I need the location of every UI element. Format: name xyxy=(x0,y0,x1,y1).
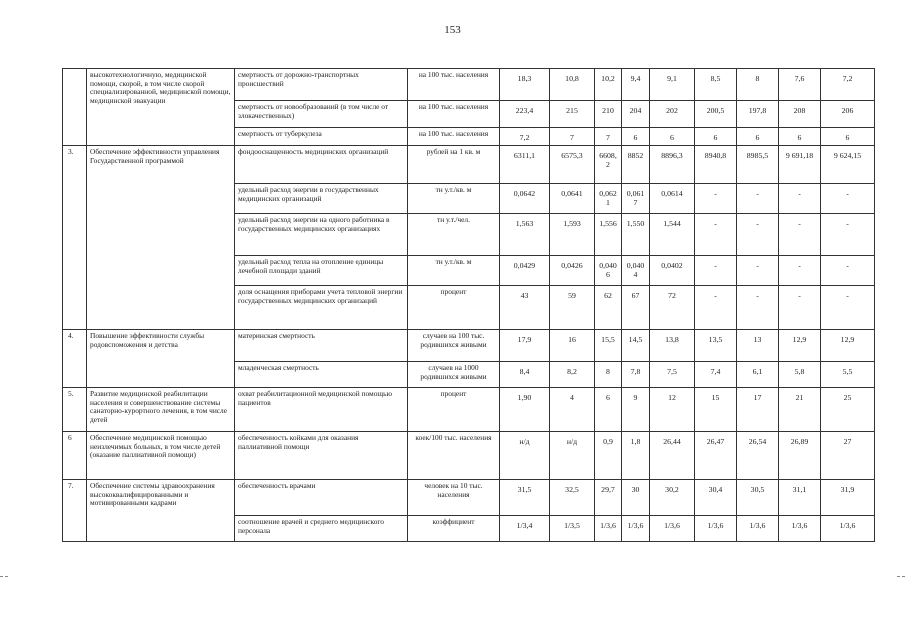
indicator-cell: обеспеченность врачами xyxy=(235,480,408,516)
value-cell: 7,6 xyxy=(779,69,821,101)
indicator-cell: смертность от туберкулеза xyxy=(235,128,408,146)
value-cell: 12,9 xyxy=(779,330,821,362)
value-cell: - xyxy=(821,256,875,286)
value-cell: 7,2 xyxy=(821,69,875,101)
value-cell: 0,9 xyxy=(595,432,622,480)
value-cell: - xyxy=(737,214,779,256)
value-cell: 18,3 xyxy=(500,69,550,101)
page-number: 153 xyxy=(444,24,461,36)
value-cell: 1/3,4 xyxy=(500,516,550,542)
value-cell: - xyxy=(779,184,821,214)
value-cell: 1,556 xyxy=(595,214,622,256)
value-cell: 8,5 xyxy=(695,69,737,101)
value-cell: - xyxy=(695,214,737,256)
value-cell: 14,5 xyxy=(622,330,650,362)
value-cell: 8852 xyxy=(622,146,650,184)
value-cell: 29,7 xyxy=(595,480,622,516)
value-cell: 31,9 xyxy=(821,480,875,516)
value-cell: - xyxy=(821,286,875,330)
value-cell: 1,563 xyxy=(500,214,550,256)
value-cell: 6 xyxy=(650,128,695,146)
value-cell: 1/3,6 xyxy=(737,516,779,542)
value-cell: 1,550 xyxy=(622,214,650,256)
value-cell: - xyxy=(779,286,821,330)
value-cell: 1/3,6 xyxy=(650,516,695,542)
value-cell: 202 xyxy=(650,101,695,128)
value-cell: 0,0621 xyxy=(595,184,622,214)
indicator-cell: младенческая смертность xyxy=(235,362,408,388)
value-cell: 6 xyxy=(695,128,737,146)
table-row xyxy=(63,432,875,480)
value-cell: 10,8 xyxy=(550,69,595,101)
value-cell: 6 xyxy=(737,128,779,146)
value-cell: 6608,2 xyxy=(595,146,622,184)
value-cell: 10,2 xyxy=(595,69,622,101)
value-cell: 6 xyxy=(622,128,650,146)
value-cell: 12 xyxy=(650,388,695,432)
value-cell: - xyxy=(821,214,875,256)
indicator-cell: смертность от дорожно-транспортных происшествий xyxy=(235,69,408,101)
value-cell: 206 xyxy=(821,101,875,128)
table-body xyxy=(63,69,875,542)
row-number-cell xyxy=(63,69,87,146)
direction-cell: высокотехнологичную, медицинской помощи, скорой, в том числе скорой специализированной, медицинской помощи, медицинской эвакуации xyxy=(87,69,235,146)
value-cell: 7,8 xyxy=(622,362,650,388)
value-cell: 200,5 xyxy=(695,101,737,128)
left-edge-mark xyxy=(0,576,8,577)
value-cell: - xyxy=(695,256,737,286)
value-cell: 1/3,6 xyxy=(622,516,650,542)
value-cell: 31,1 xyxy=(779,480,821,516)
value-cell: 30,4 xyxy=(695,480,737,516)
value-cell: 8985,5 xyxy=(737,146,779,184)
row-number-cell: 4. xyxy=(63,330,87,388)
value-cell: 43 xyxy=(500,286,550,330)
table-row xyxy=(63,480,875,516)
indicators-table xyxy=(62,68,875,542)
value-cell: 59 xyxy=(550,286,595,330)
value-cell: 8,4 xyxy=(500,362,550,388)
value-cell: 62 xyxy=(595,286,622,330)
indicator-cell: удельный расход энергии в государственных медицинских организаций xyxy=(235,184,408,214)
value-cell: 0,0429 xyxy=(500,256,550,286)
unit-cell: случаев на 100 тыс. родившихся живыми xyxy=(408,330,500,362)
value-cell: 9 691,18 xyxy=(779,146,821,184)
table-row xyxy=(63,388,875,432)
value-cell: 7 xyxy=(595,128,622,146)
value-cell: 1/3,5 xyxy=(550,516,595,542)
value-cell: 5,8 xyxy=(779,362,821,388)
value-cell: 1/3,6 xyxy=(821,516,875,542)
value-cell: - xyxy=(695,286,737,330)
value-cell: 30,5 xyxy=(737,480,779,516)
direction-cell: Обеспечение медицинской помощью неизлечимых больных, в том числе детей (оказание паллиативной помощи) xyxy=(87,432,235,480)
value-cell: 9 624,15 xyxy=(821,146,875,184)
value-cell: - xyxy=(821,184,875,214)
value-cell: 30,2 xyxy=(650,480,695,516)
indicator-cell: смертность от новообразований (в том числе от злокачественных) xyxy=(235,101,408,128)
value-cell: 1,593 xyxy=(550,214,595,256)
value-cell: 8 xyxy=(737,69,779,101)
value-cell: 25 xyxy=(821,388,875,432)
value-cell: 9 xyxy=(622,388,650,432)
row-number-cell: 5. xyxy=(63,388,87,432)
value-cell: 7,5 xyxy=(650,362,695,388)
value-cell: 6 xyxy=(821,128,875,146)
value-cell: 223,4 xyxy=(500,101,550,128)
table-row xyxy=(63,69,875,101)
value-cell: - xyxy=(737,256,779,286)
unit-cell: случаев на 1000 родившихся живыми xyxy=(408,362,500,388)
indicator-cell: материнская смертность xyxy=(235,330,408,362)
value-cell: 9,1 xyxy=(650,69,695,101)
direction-cell: Обеспечение эффективности управления Государственной программой xyxy=(87,146,235,330)
value-cell: 16 xyxy=(550,330,595,362)
value-cell: 6,1 xyxy=(737,362,779,388)
value-cell: 5,5 xyxy=(821,362,875,388)
indicator-cell: соотношение врачей и среднего медицинского персонала xyxy=(235,516,408,542)
value-cell: 8896,3 xyxy=(650,146,695,184)
value-cell: 0,0614 xyxy=(650,184,695,214)
value-cell: 1/3,6 xyxy=(779,516,821,542)
value-cell: 15 xyxy=(695,388,737,432)
value-cell: 208 xyxy=(779,101,821,128)
value-cell: 31,5 xyxy=(500,480,550,516)
unit-cell: на 100 тыс. населения xyxy=(408,69,500,101)
value-cell: 21 xyxy=(779,388,821,432)
value-cell: 1,8 xyxy=(622,432,650,480)
value-cell: н/д xyxy=(550,432,595,480)
indicator-cell: обеспеченность койками для оказания паллиативной помощи xyxy=(235,432,408,480)
value-cell: - xyxy=(737,184,779,214)
value-cell: 0,0426 xyxy=(550,256,595,286)
value-cell: 7,2 xyxy=(500,128,550,146)
value-cell: 17 xyxy=(737,388,779,432)
row-number-cell: 3. xyxy=(63,146,87,330)
value-cell: 67 xyxy=(622,286,650,330)
value-cell: 7,4 xyxy=(695,362,737,388)
unit-cell: тн у.т./чел. xyxy=(408,214,500,256)
value-cell: 26,47 xyxy=(695,432,737,480)
value-cell: - xyxy=(695,184,737,214)
table-row xyxy=(63,330,875,362)
value-cell: - xyxy=(779,214,821,256)
unit-cell: коек/100 тыс. населения xyxy=(408,432,500,480)
unit-cell: процент xyxy=(408,388,500,432)
value-cell: 17,9 xyxy=(500,330,550,362)
value-cell: 6575,3 xyxy=(550,146,595,184)
value-cell: 0,0642 xyxy=(500,184,550,214)
direction-cell: Развитие медицинской реабилитации населения и совершенствование системы санаторно-курортного лечения, в том числе детей xyxy=(87,388,235,432)
indicator-cell: охват реабилитационной медицинской помощью пациентов xyxy=(235,388,408,432)
value-cell: 26,44 xyxy=(650,432,695,480)
value-cell: 8940,8 xyxy=(695,146,737,184)
indicator-cell: фондооснащенность медицинских организаций xyxy=(235,146,408,184)
value-cell: 6 xyxy=(595,388,622,432)
value-cell: 26,89 xyxy=(779,432,821,480)
right-edge-mark xyxy=(897,576,905,577)
unit-cell: тн у.т./кв. м xyxy=(408,256,500,286)
value-cell: 0,0402 xyxy=(650,256,695,286)
value-cell: 1/3,6 xyxy=(595,516,622,542)
direction-cell: Повышение эффективности службы родовспоможения и детства xyxy=(87,330,235,388)
indicator-cell: удельный расход тепла на отопление единицы лечебной площади зданий xyxy=(235,256,408,286)
value-cell: 4 xyxy=(550,388,595,432)
unit-cell: процент xyxy=(408,286,500,330)
value-cell: 0,0617 xyxy=(622,184,650,214)
unit-cell: тн у.т./кв. м xyxy=(408,184,500,214)
value-cell: 72 xyxy=(650,286,695,330)
unit-cell: на 100 тыс. населения xyxy=(408,128,500,146)
row-number-cell: 7. xyxy=(63,480,87,542)
value-cell: 32,5 xyxy=(550,480,595,516)
unit-cell: коэффициент xyxy=(408,516,500,542)
value-cell: 15,5 xyxy=(595,330,622,362)
value-cell: - xyxy=(737,286,779,330)
value-cell: 27 xyxy=(821,432,875,480)
value-cell: н/д xyxy=(500,432,550,480)
value-cell: 7 xyxy=(550,128,595,146)
value-cell: 12,9 xyxy=(821,330,875,362)
value-cell: 8,2 xyxy=(550,362,595,388)
value-cell: 1,90 xyxy=(500,388,550,432)
value-cell: 6311,1 xyxy=(500,146,550,184)
value-cell: 0,0641 xyxy=(550,184,595,214)
value-cell: 1,544 xyxy=(650,214,695,256)
value-cell: 30 xyxy=(622,480,650,516)
indicator-cell: доля оснащения приборами учета тепловой энергии государственных медицинских организаций xyxy=(235,286,408,330)
direction-cell: Обеспечение системы здравоохранения высококвалифицированными и мотивированными кадрами xyxy=(87,480,235,542)
value-cell: 197,8 xyxy=(737,101,779,128)
table-row xyxy=(63,146,875,184)
value-cell: 1/3,6 xyxy=(695,516,737,542)
value-cell: 204 xyxy=(622,101,650,128)
value-cell: 0,0406 xyxy=(595,256,622,286)
value-cell: 13,8 xyxy=(650,330,695,362)
value-cell: 8 xyxy=(595,362,622,388)
indicator-cell: удельный расход энергии на одного работника в государственных медицинских организациях xyxy=(235,214,408,256)
value-cell: 13 xyxy=(737,330,779,362)
value-cell: 0,0404 xyxy=(622,256,650,286)
value-cell: 9,4 xyxy=(622,69,650,101)
value-cell: 13,5 xyxy=(695,330,737,362)
value-cell: - xyxy=(779,256,821,286)
value-cell: 26,54 xyxy=(737,432,779,480)
unit-cell: человек на 10 тыс. населения xyxy=(408,480,500,516)
value-cell: 215 xyxy=(550,101,595,128)
row-number-cell: 6 xyxy=(63,432,87,480)
unit-cell: рублей на 1 кв. м xyxy=(408,146,500,184)
unit-cell: на 100 тыс. населения xyxy=(408,101,500,128)
value-cell: 6 xyxy=(779,128,821,146)
value-cell: 210 xyxy=(595,101,622,128)
